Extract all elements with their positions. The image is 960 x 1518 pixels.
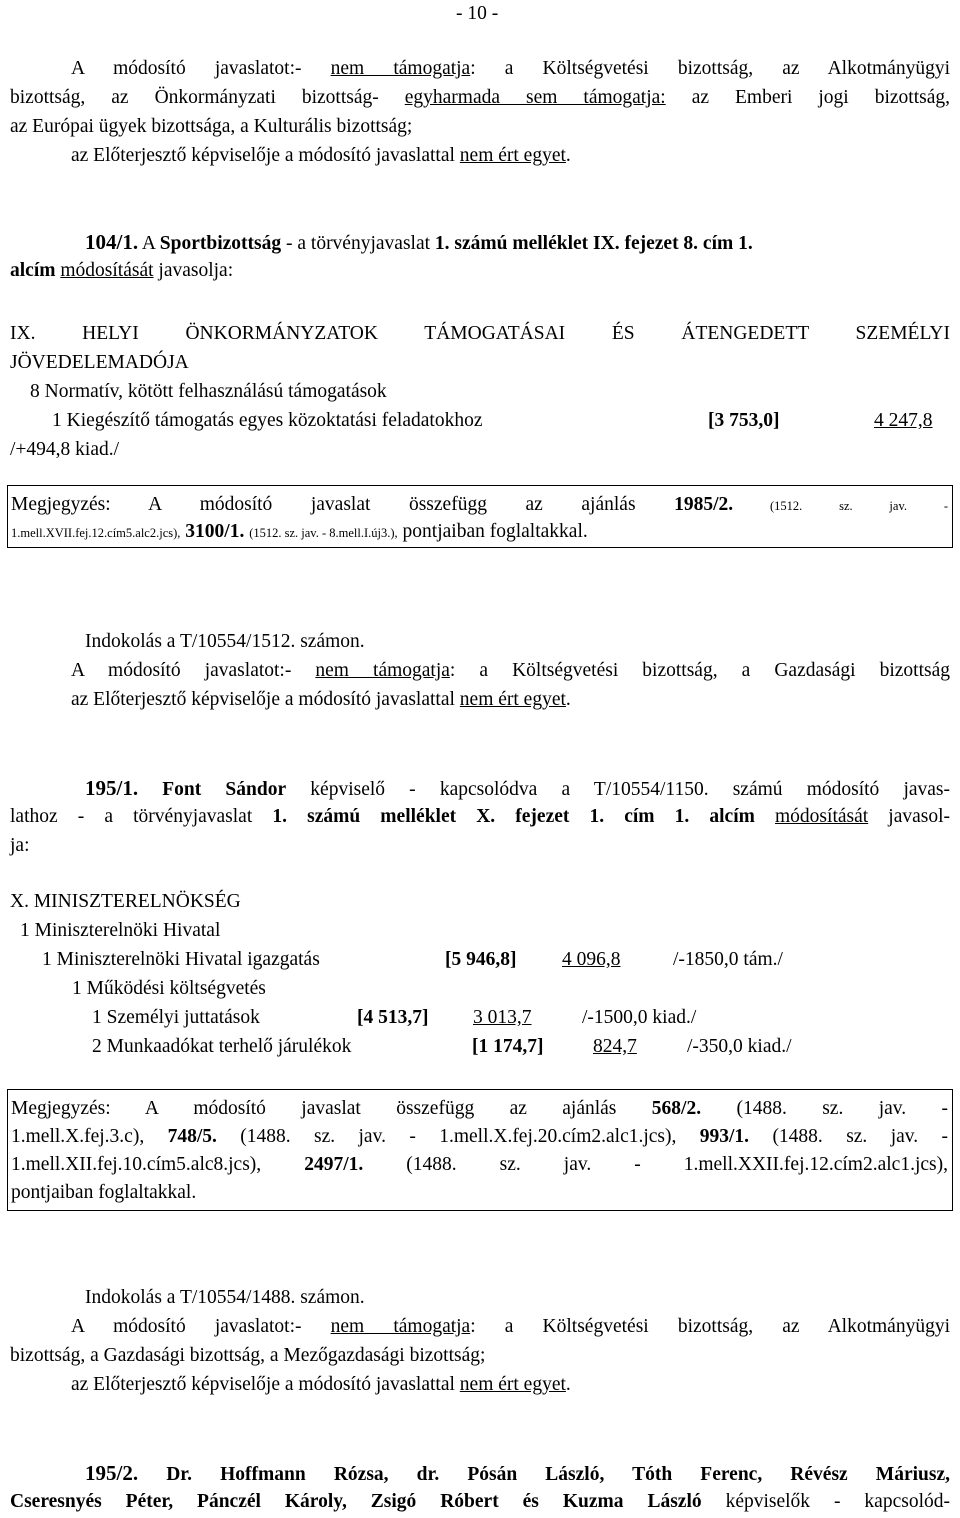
- row-3-change: /-350,0 kiad./: [687, 1036, 792, 1057]
- amendment-number: 104/1.: [85, 230, 139, 254]
- vote-195-1-line-1: A módosító javaslatot:- nem támogatja: a Költségvetési bizottság, az Alkotmányügyi: [71, 1316, 950, 1337]
- amendment-195-1-line-3: ja:: [10, 835, 30, 856]
- row-change: /+494,8 kiad./: [10, 439, 120, 460]
- row-2-old: [4 513,7]: [357, 1007, 429, 1028]
- row-label: 1 Kiegészítő támogatás egyes közoktatási feladatokhoz: [52, 410, 483, 431]
- not-supported-link: nem támogatja: [330, 58, 471, 79]
- row-1-old: [5 946,8]: [445, 949, 517, 970]
- row-1-label: 1 Miniszterelnöki Hivatal igazgatás: [42, 949, 320, 970]
- vote-195-1-line-3: az Előterjesztő képviselője a módosító javaslattal nem ért egyet.: [71, 1374, 571, 1395]
- row-2-new: 3 013,7: [473, 1007, 532, 1028]
- title-heading: 8 Normatív, kötött felhasználású támogatások: [30, 381, 387, 402]
- row-1-new: 4 096,8: [562, 949, 621, 970]
- amendment-195-1-line-2: lathoz - a törvényjavaslat 1. számú melléklet X. fejezet 1. cím 1. alcím módosítását javasol-: [10, 806, 951, 827]
- note-box-195-1: [7, 1089, 953, 1211]
- row-3-new: 824,7: [593, 1036, 637, 1057]
- amendment-104-1-line-2: alcím módosítását javasolja:: [10, 260, 234, 281]
- amendment-195-1-heading: 195/1. Font Sándor képviselő - kapcsolódva a T/10554/1150. számú módosító javas-: [85, 776, 951, 800]
- row-new-value: 4 247,8: [874, 410, 933, 431]
- note-line-1: Megjegyzés: A módosító javaslat összefügg az ajánlás 568/2. (1488. sz. jav. -: [11, 1098, 948, 1119]
- chapter-heading: X. MINISZTERELNÖKSÉG: [10, 891, 241, 912]
- row-3-label: 2 Munkaadókat terhelő járulékok: [92, 1036, 352, 1057]
- vote-line-2: bizottság, az Önkormányzati bizottság- egyharmada sem támogatja: az Emberi jogi bizottság,: [10, 87, 950, 108]
- note-line-2: 1.mell.XVII.fej.12.cím5.alc2.jcs), 3100/1. (1512. sz. jav. - 8.mell.I.új3.), pontjaiban foglaltakkal.: [11, 521, 588, 542]
- row-2-change: /-1500,0 kiad./: [582, 1007, 697, 1028]
- row-1-change: /-1850,0 tám./: [673, 949, 783, 970]
- note-box-104-1: [7, 485, 953, 548]
- subtitle-heading: 1 Működési költségvetés: [72, 978, 266, 999]
- chapter-heading-cont: JÖVEDELEMADÓJA: [10, 352, 189, 373]
- vote-line-1: A módosító javaslatot:- nem támogatja: a Költségvetési bizottság, az Alkotmányügyi: [71, 58, 950, 79]
- amendment-195-2-line-2: Cseresnyés Péter, Pánczél Károly, Zsigó Róbert és Kuzma László képviselők - kapcsolód-: [10, 1491, 950, 1512]
- row-3-old: [1 174,7]: [472, 1036, 544, 1057]
- row-2-label: 1 Személyi juttatások: [92, 1007, 260, 1028]
- vote-line-3: az Európai ügyek bizottsága, a Kulturális bizottság;: [10, 116, 413, 137]
- note-line-2: 1.mell.X.fej.3.c), 748/5. (1488. sz. jav. - 1.mell.X.fej.20.cím2.alc1.jcs), 993/1. (1488. sz. jav. -: [11, 1126, 948, 1147]
- title-heading: 1 Miniszterelnöki Hivatal: [20, 920, 221, 941]
- justification-195-1: Indokolás a T/10554/1488. számon.: [85, 1287, 365, 1308]
- amendment-104-1-heading: 104/1. A Sportbizottság - a törvényjavaslat 1. számú melléklet IX. fejezet 8. cím 1.: [85, 230, 753, 254]
- vote-104-1-line-1: A módosító javaslatot:- nem támogatja: a Költségvetési bizottság, a Gazdasági bizottság: [71, 660, 951, 681]
- vote-line-4: az Előterjesztő képviselője a módosító javaslattal nem ért egyet.: [71, 145, 571, 166]
- one-third-not-supported: egyharmada sem támogatja:: [404, 87, 666, 108]
- note-line-1: Megjegyzés: A módosító javaslat összefügg az ajánlás 1985/2. (1512. sz. jav. -: [11, 494, 948, 515]
- row-old-value: [3 753,0]: [708, 410, 780, 431]
- note-line-3: 1.mell.XII.fej.10.cím5.alc8.jcs), 2497/1. (1488. sz. jav. - 1.mell.XXII.fej.12.cím2.alc1.jcs),: [11, 1154, 948, 1175]
- page-number: - 10 -: [456, 3, 499, 24]
- vote-104-1-line-2: az Előterjesztő képviselője a módosító javaslattal nem ért egyet.: [71, 689, 571, 710]
- note-line-4: pontjaiban foglaltakkal.: [11, 1182, 197, 1203]
- justification-104-1: Indokolás a T/10554/1512. számon.: [85, 631, 365, 652]
- disagrees-text: nem ért egyet: [459, 145, 566, 166]
- chapter-heading: IX. HELYI ÖNKORMÁNYZATOK TÁMOGATÁSAI ÉS ÁTENGEDETT SZEMÉLYI: [10, 323, 950, 344]
- amendment-number: 195/2.: [85, 1461, 139, 1485]
- vote-195-1-line-2: bizottság, a Gazdasági bizottság, a Mezőgazdasági bizottság;: [10, 1345, 486, 1366]
- amendment-number: 195/1.: [85, 776, 139, 800]
- amendment-195-2-heading: 195/2. Dr. Hoffmann Rózsa, dr. Pósán László, Tóth Ferenc, Révész Máriusz,: [85, 1461, 950, 1485]
